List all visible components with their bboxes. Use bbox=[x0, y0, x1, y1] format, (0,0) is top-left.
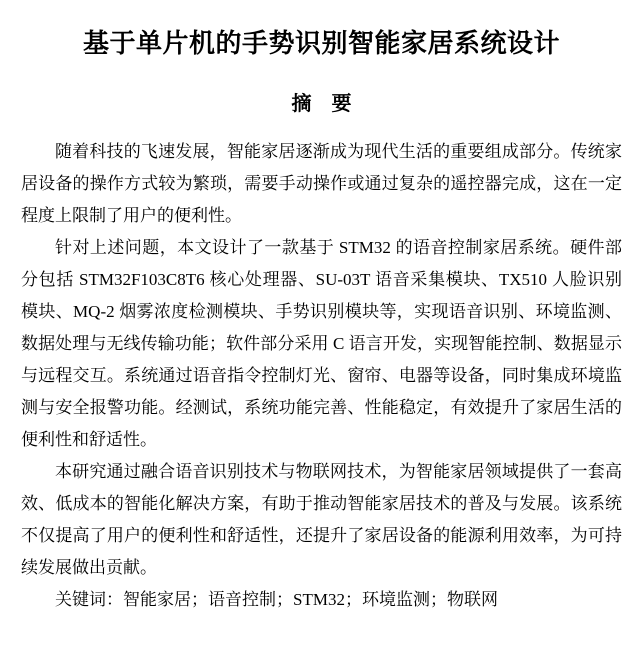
abstract-paragraph-1: 随着科技的飞速发展，智能家居逐渐成为现代生活的重要组成部分。传统家居设备的操作方式较为繁琐，需要手动操作或通过复杂的遥控器完成，这在一定程度上限制了用户的便利性。 bbox=[21, 142, 622, 225]
abstract-heading: 摘 要 bbox=[291, 93, 352, 115]
abstract-paragraph-3: 本研究通过融合语音识别技术与物联网技术，为智能家居领域提供了一套高效、低成本的智能化解决方案，有助于推动智能家居技术的普及与发展。该系统不仅提高了用户的便利性和舒适性，还提升了家居设备的能源利用效率，为可持续发展做出贡献。 bbox=[21, 462, 622, 577]
page-title: 基于单片机的手势识别智能家居系统设计 bbox=[82, 28, 560, 58]
abstract-body bbox=[21, 136, 622, 616]
abstract-paragraph-2: 针对上述问题，本文设计了一款基于 STM32 的语音控制家居系统。硬件部分包括 STM32F103C8T6 核心处理器、SU-03T 语音采集模块、TX510 人脸识别模块、MQ-2 烟雾浓度检测模块、手势识别模块等，实现语音识别、环境监测、数据处理与无线传输功能；软件部分采用 C 语言开发，实现智能控制、数据显示与远程交互。系统通过语音指令控制灯光、窗帘、电器等设备，同时集成环境监测与安全报警功能。经测试，系统功能完善、性能稳定，有效提升了家居生活的便利性和舒适性。 bbox=[21, 238, 622, 449]
keywords-text: 智能家居；语音控制；STM32；环境监测；物联网 bbox=[123, 590, 498, 609]
keywords-line bbox=[21, 584, 622, 616]
keywords-label: 关键词： bbox=[55, 590, 123, 609]
